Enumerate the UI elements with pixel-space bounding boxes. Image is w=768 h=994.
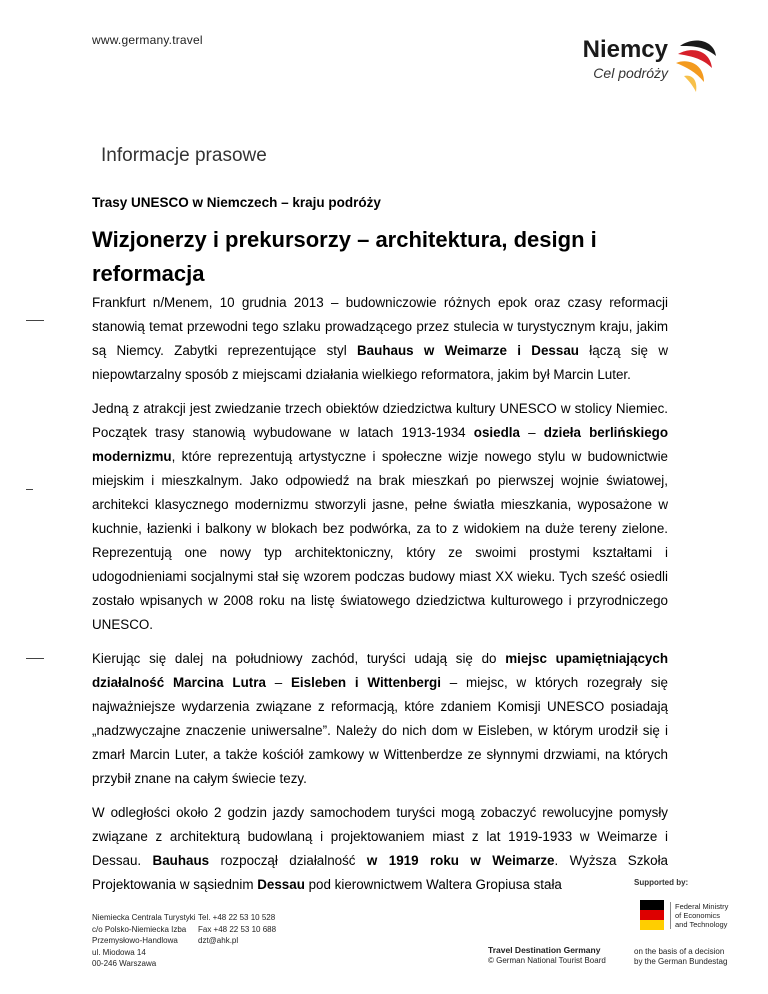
paragraph-text: łączą się w niepowtarzalny sposób z miejscami działania wielkiego reformatora, jakim był Marcin Luter. <box>92 343 669 382</box>
logo-subtitle: Cel podróży <box>593 65 668 81</box>
ministry-line: Federal Ministry <box>675 902 729 911</box>
tdg-title: Travel Destination Germany <box>488 945 601 955</box>
website-url[interactable]: www.germany.travel <box>92 33 203 47</box>
address-line: ul. Miodowa 14 <box>92 947 146 957</box>
ministry-line: of Economics <box>675 911 721 920</box>
emphasis-text: osiedla <box>473 425 520 440</box>
logo-bird-icon <box>674 36 718 94</box>
paragraph-text: , które reprezentują artystyczne i społeczne wizje nowego stylu w budownictwie miejskim i mieszkalnym. Jako odpowiedź na brak mieszkań po pierwszej wojnie światowej, architekci klasycznego modernizmu stworzyli jasne, pełne światła mieszkania, wyposażone w kuchnie, łazienki i balkony w blokach bez podwórka, za to z widokiem na duże tereny zielone. Reprezentują one nowy typ architektoniczny, który ze swoimi prostymi kształtami i udogodnieniami socjalnymi stał się wzorem podczas budowy miast XX wieku. Tych sześć osiedli zostało wpisanych w 2008 roku na listę światowego dziedzictwa kulturowego i przyrodniczego UNESCO. <box>92 449 668 632</box>
ministry-line: and Technology <box>675 920 728 929</box>
paragraph-text: Kierując się dalej na południowy zachód, turyści udają się do <box>92 651 506 666</box>
phone-number: Tel. +48 22 53 10 528 <box>198 913 276 922</box>
article-paragraph <box>92 647 668 791</box>
fold-mark <box>26 320 44 321</box>
emphasis-text: Bauhaus w Weimarze i Dessau <box>357 343 579 358</box>
footer-address <box>92 912 196 970</box>
emphasis-text: w 1919 roku w Weimarze <box>366 853 555 868</box>
paragraph-text: – miejsc, w których rozegrały się najważniejsze wydarzenia związane z reformacją, które zdaniem Komisji UNESCO posiadają „nadzwyczajne znaczenie uniwersalne”. Należy do nich dom w Eisleben, w którym urodził się i zmarł Marcin Luter, a także kościół zamkowy w Wittenberdze ze słynnymi drzwiami, na których przybił znane na całym świecie tezy. <box>92 675 669 786</box>
article-paragraph <box>92 397 668 637</box>
emphasis-text: dzieła berlińskiego modernizmu <box>92 425 668 464</box>
decision-line: on the basis of a decision <box>634 947 725 956</box>
logo-title: Niemcy <box>582 36 668 63</box>
fold-mark <box>26 658 44 659</box>
section-title: Informacje prasowe <box>101 145 267 166</box>
article-paragraph <box>92 291 668 387</box>
address-line: 00-246 Warszawa <box>92 959 157 968</box>
paragraph-text: Frankfurt n/Menem, 10 grudnia 2013 – budowniczowie różnych epok oraz czasy reformacji stanowią temat przewodni tego szlaku prowadzącego przez stulecia w turystycznym kraju, jakim są Niemcy. Zabytki reprezentujące styl <box>92 295 668 358</box>
supported-by-label: Supported by: <box>634 878 689 887</box>
paragraph-text: – <box>265 675 291 690</box>
bundestag-decision <box>634 947 727 967</box>
decision-line: by the German Bundestag <box>634 957 728 966</box>
ministry-name <box>670 902 728 929</box>
emphasis-text: Bauhaus <box>152 853 210 868</box>
niemcy-logo <box>578 36 718 106</box>
address-line: Niemiecka Centrala Turystyki <box>92 913 196 922</box>
paragraph-text: . Wyższa Szkoła Projektowania w sąsiednim <box>92 853 668 892</box>
emphasis-text: Dessau <box>257 877 305 892</box>
tdg-subtitle: © German National Tourist Board <box>488 956 606 965</box>
document-headline: Wizjonerzy i prekursorzy – architektura, design i reformacja <box>92 227 597 286</box>
paragraph-text: W odległości około 2 godzin jazdy samochodem turyści mogą zobaczyć rewolucyjne pomysły związane z architekturą budowlaną i projektowaniem miast z lat 1919-1933 w Weimarze i Dessau. <box>92 805 668 868</box>
federal-eagle-icon <box>640 900 664 930</box>
paragraph-text: pod kierownictwem Waltera Gropiusa stała <box>304 877 562 892</box>
paragraph-text: rozpoczął działalność <box>209 853 367 868</box>
article-body <box>92 291 668 907</box>
document-subtitle: Trasy UNESCO w Niemczech – kraju podróży <box>92 195 381 210</box>
paragraph-text: – <box>519 425 544 440</box>
emphasis-text: miejsc upamiętniających działalność Marcina Lutra <box>92 651 668 690</box>
footer-tdg <box>488 945 606 966</box>
address-line: c/o Polsko-Niemiecka Izba <box>92 924 187 934</box>
emphasis-text: Eisleben i Wittenbergi <box>291 675 441 690</box>
fax-number: Fax +48 22 53 10 688 <box>198 924 277 934</box>
address-line: Przemysłowo-Handlowa <box>92 936 178 945</box>
footer-contact <box>198 912 276 947</box>
email-link[interactable]: dzt@ahk.pl <box>198 936 239 945</box>
paragraph-text: Jedną z atrakcji jest zwiedzanie trzech obiektów dziedzictwa kultury UNESCO w stolicy Niemiec. Początek trasy stanowią wybudowane w latach 1913-1934 <box>92 401 668 440</box>
fold-mark <box>26 489 33 490</box>
article-paragraph <box>92 801 668 897</box>
